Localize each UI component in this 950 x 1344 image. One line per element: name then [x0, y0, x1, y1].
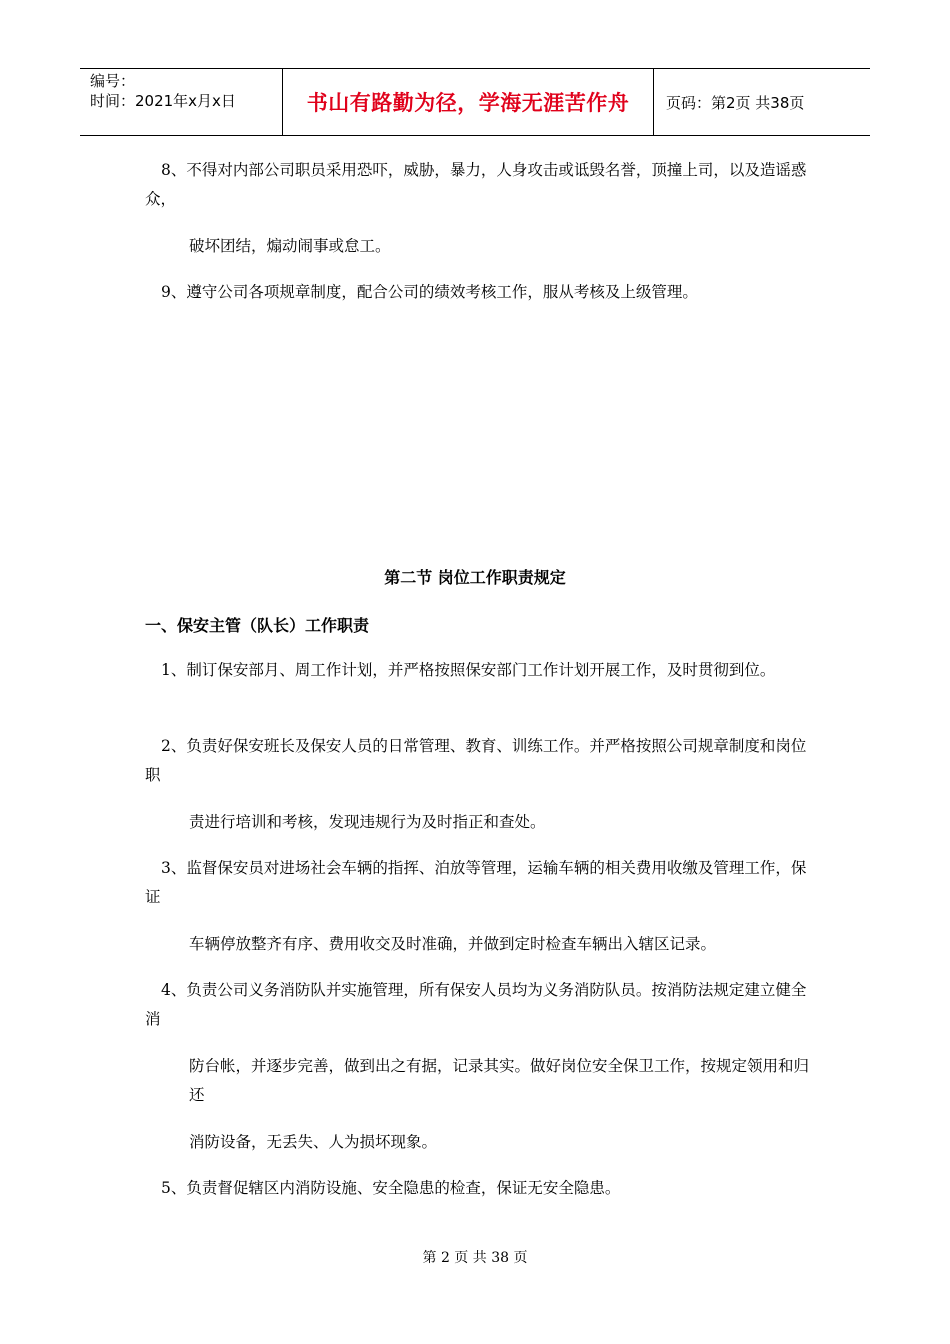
document-header [80, 68, 870, 136]
section-title: 第二节 岗位工作职责规定 [384, 568, 566, 587]
header-page-info: 页码：第2页 共38页 [666, 93, 805, 112]
duty-item-2-continued: 责进行培训和考核，发现违规行为及时指正和查处。 [189, 813, 546, 831]
duty-item-4-continued: 防台帐，并逐步完善，做到出之有据，记录其实。做好岗位安全保卫工作，按规定领用和归还 [189, 1057, 810, 1104]
duty-item-5: 5、负责督促辖区内消防设施、安全隐患的检查，保证无安全隐患。 [161, 1179, 621, 1197]
duty-item-3: 3、监督保安员对进场社会车辆的指挥、泊放等管理，运输车辆的相关费用收缴及管理工作，保证 [145, 859, 807, 906]
duty-item-2: 2、负责好保安班长及保安人员的日常管理、教育、训练工作。并严格按照公司规章制度和岗位职 [145, 737, 807, 784]
section-subtitle: 一、保安主管（队长）工作职责 [145, 616, 370, 635]
paragraph-9: 9、遵守公司各项规章制度，配合公司的绩效考核工作，服从考核及上级管理。 [161, 283, 698, 301]
paragraph-8-continued: 破坏团结，煽动闹事或怠工。 [189, 237, 391, 255]
duty-item-4-continued-2: 消防设备，无丢失、人为损坏现象。 [189, 1133, 438, 1151]
duty-item-1: 1、制订保安部月、周工作计划，并严格按照保安部门工作计划开展工作，及时贯彻到位。 [161, 661, 776, 679]
duty-item-3-continued: 车辆停放整齐有序、费用收交及时准确，并做到定时检查车辆出入辖区记录。 [189, 935, 717, 953]
paragraph-8: 8、不得对内部公司职员采用恐吓，威胁，暴力，人身攻击或诋毁名誉，顶撞上司，以及造谣惑众， [145, 161, 807, 208]
duty-item-4: 4、负责公司义务消防队并实施管理，所有保安人员均为义务消防队员。按消防法规定建立健全消 [145, 981, 807, 1028]
header-meta [80, 69, 282, 135]
time-label: 时间：2021年x月x日 [90, 92, 236, 110]
number-label: 编号： [90, 72, 136, 90]
header-motto: 书山有路勤为径，学海无涯苦作舟 [282, 69, 654, 135]
page-footer: 第 2 页 共 38 页 [422, 1250, 528, 1266]
